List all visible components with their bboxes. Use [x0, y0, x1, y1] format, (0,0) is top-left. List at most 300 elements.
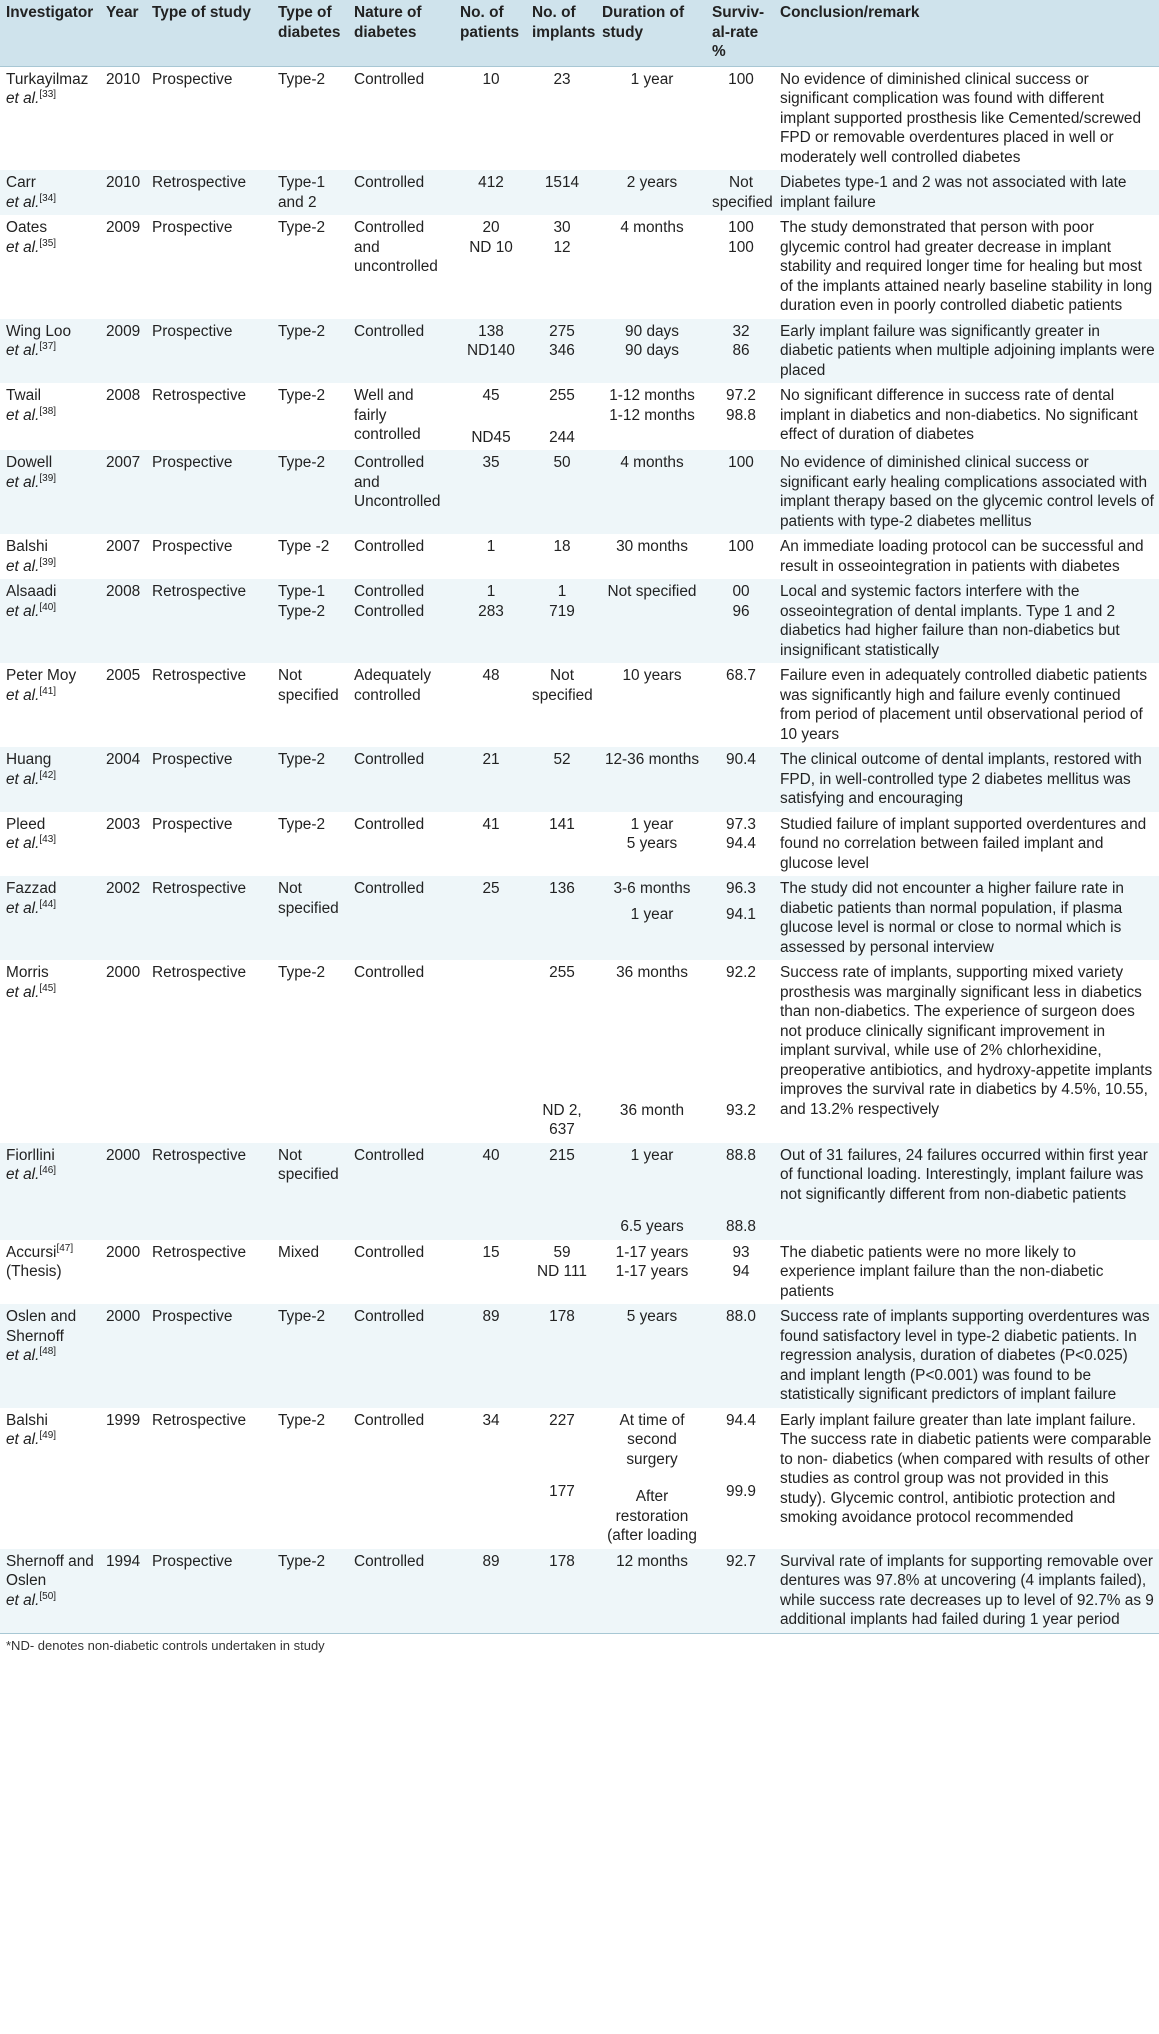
- study-type-cell: Prospective: [146, 450, 272, 534]
- investigator-cell: [0, 747, 100, 812]
- cell-line: 94.4: [726, 835, 756, 852]
- cell-line: 255: [549, 387, 575, 404]
- cell-line: Controlled: [354, 964, 425, 981]
- cell-line: 34: [482, 1411, 500, 1429]
- investigator-cell: [0, 383, 100, 450]
- cell-line: 138: [478, 322, 504, 340]
- diabetes-type-cell: [272, 170, 348, 215]
- cell-line: Controlled: [354, 70, 425, 88]
- cell-line: Type-1: [278, 583, 326, 600]
- cell-line: 30 months: [616, 538, 688, 555]
- survival-cell: [706, 1304, 774, 1408]
- table-row: [0, 534, 1159, 579]
- investigator-etal-line: [6, 194, 56, 211]
- reference-number: [45]: [39, 982, 57, 994]
- duration-cell: [596, 450, 706, 534]
- investigator-name: Accursi[47]: [6, 1242, 74, 1261]
- year-cell: 1994: [100, 1549, 146, 1634]
- survival-cell: [706, 1143, 774, 1240]
- et-al: et al.: [6, 90, 40, 107]
- year-cell: 2007: [106, 538, 141, 555]
- cell-line: ND140: [467, 342, 515, 359]
- cell-line: 40: [482, 1146, 500, 1164]
- cell-line: 1: [486, 583, 496, 600]
- survival-cell: [706, 1240, 774, 1305]
- investigator-name: Oslen and Shernoff: [6, 1308, 77, 1345]
- year-cell: 2004: [100, 747, 146, 812]
- cell-line: 97.3: [726, 815, 756, 833]
- cell-line: 48: [482, 667, 500, 684]
- conclusion-cell: Diabetes type-1 and 2 was not associated with late implant failure: [774, 170, 1159, 215]
- cell-line: 1514: [544, 174, 580, 191]
- year-cell: 2000: [100, 1143, 146, 1240]
- survival-cell: [706, 663, 774, 747]
- study-type-cell: Retrospective: [146, 579, 272, 663]
- table-row: [0, 319, 1159, 384]
- table-row: [0, 876, 1159, 960]
- cell-line: 177: [549, 1483, 575, 1500]
- patients-cell: [454, 170, 526, 215]
- cell-line: Type-1 and 2: [278, 174, 326, 211]
- year-cell: 2000: [100, 1304, 146, 1408]
- cell-line: 136: [549, 880, 575, 897]
- investigator-cell: [0, 1549, 100, 1634]
- cell-line: 18: [553, 538, 571, 555]
- cell-line: 178: [549, 1308, 575, 1325]
- cell-line: 36 months: [616, 964, 688, 981]
- study-type-cell: Retrospective: [152, 1411, 247, 1429]
- duration-cell: [596, 663, 706, 747]
- reference-number: [44]: [39, 898, 57, 910]
- cell-line: 89: [482, 1308, 500, 1325]
- patients-cell: [454, 876, 526, 960]
- conclusion-cell: No evidence of diminished clinical success or significant complication was found with different implant supported prosthesis like Cemented/screwed FPD or removable overdentures placed in well or moderately well controlled diabetes: [780, 70, 1142, 166]
- cell-line: 100: [728, 538, 754, 555]
- cell-line: 94: [732, 1263, 750, 1280]
- header-type-study: Type of study: [146, 0, 272, 66]
- year-cell: 2002: [100, 876, 146, 960]
- cell-line: Not specified: [278, 880, 339, 917]
- diabetes-type-cell: [272, 319, 348, 384]
- implants-cell: [526, 1240, 596, 1305]
- nature-cell: [348, 812, 454, 877]
- study-type-cell: Retrospective: [152, 387, 247, 404]
- table-row: [0, 960, 1159, 1143]
- investigator-name: Turkayilmaz: [6, 70, 89, 88]
- et-al: et al.: [6, 770, 40, 788]
- cell-line: 5 years: [626, 835, 678, 852]
- cell-line: 1-17 years: [615, 1263, 689, 1280]
- diabetes-type-cell: [272, 663, 348, 747]
- cell-line: 346: [549, 342, 575, 359]
- cell-line: Controlled and uncontrolled: [354, 219, 438, 275]
- cell-line: 100: [728, 70, 754, 88]
- year-cell: 2009: [106, 219, 141, 236]
- investigator-name: Fiorllini: [6, 1146, 55, 1164]
- implants-cell: [526, 383, 596, 450]
- cell-line: 96.3: [726, 880, 756, 897]
- implants-cell: [526, 450, 596, 534]
- reference-number: [41]: [39, 685, 57, 697]
- cell-line: 86: [732, 342, 750, 359]
- cell-line: 23: [553, 70, 571, 88]
- cell-line: 20: [482, 219, 500, 236]
- header-duration: Duration of study: [596, 0, 706, 66]
- conclusion-cell: The study did not encounter a higher failure rate in diabetic patients than normal population, if plasma glucose level is normal or close to normal which is assessed by personal interview: [774, 876, 1159, 960]
- study-type-cell: Retrospective: [152, 1243, 247, 1261]
- nature-cell: [348, 663, 454, 747]
- cell-line: Controlled: [354, 538, 425, 555]
- investigator-cell: [0, 579, 100, 663]
- investigator-cell: [0, 876, 100, 960]
- conclusion-cell: The study demonstrated that person with poor glycemic control had greater decrease in implant stability and required longer time for healing but most of the implants attained nearly baseline stability in long duration even in poorly controlled diabetic patients: [780, 219, 1153, 314]
- survival-cell: [706, 960, 774, 1143]
- survival-cell: [706, 1408, 774, 1549]
- investigator-etal-line: [6, 1347, 56, 1364]
- cell-line: Controlled: [354, 1552, 425, 1570]
- et-al: et al.: [6, 1431, 40, 1448]
- cell-line: Controlled: [354, 880, 425, 897]
- cell-line: 32: [732, 322, 750, 340]
- implants-cell: [526, 1408, 596, 1549]
- investigator-name: Wing Loo: [6, 322, 72, 340]
- study-type-cell: Retrospective: [146, 876, 272, 960]
- header-investigator: Investigator: [0, 0, 100, 66]
- table-row: [0, 1408, 1159, 1549]
- nature-cell: [348, 1408, 454, 1549]
- cell-line: 88.8: [726, 1218, 756, 1235]
- study-type-cell: Retrospective: [152, 964, 247, 981]
- cell-line: 215: [549, 1146, 575, 1164]
- investigator-etal-line: [6, 474, 56, 491]
- year-cell: 2003: [106, 815, 141, 833]
- conclusion-cell: Early implant failure was significantly greater in diabetic patients when multiple adjoining implants were placed: [774, 319, 1159, 384]
- cell-line: 100: [728, 238, 754, 256]
- cell-line: Not specified: [712, 174, 773, 211]
- et-al: et al.: [6, 1166, 40, 1183]
- reference-number: [39]: [39, 556, 57, 568]
- conclusion-cell: Failure even in adequately controlled diabetic patients was significantly high and failure evenly continued from period of placement until observational period of 10 years: [780, 667, 1148, 743]
- patients-cell: [454, 1143, 526, 1240]
- cell-line: 99.9: [726, 1483, 756, 1500]
- patients-cell: [454, 747, 526, 812]
- cell-line: Controlled: [354, 815, 425, 833]
- patients-cell: [454, 1408, 526, 1549]
- cell-line: Type-2: [278, 1552, 326, 1570]
- cell-line: 90 days: [625, 342, 679, 359]
- cell-line: 255: [549, 964, 575, 981]
- cell-line: 45: [482, 387, 500, 404]
- investigator-name: Carr: [6, 174, 36, 191]
- patients-cell: [454, 66, 526, 170]
- investigator-etal-line: [6, 558, 56, 575]
- investigator-cell: [0, 66, 100, 170]
- cell-line: After restoration (after loading: [607, 1488, 697, 1544]
- patients-cell: [454, 450, 526, 534]
- cell-line: 100: [728, 219, 754, 236]
- et-al: et al.: [6, 1591, 40, 1609]
- cell-line: 227: [549, 1411, 575, 1429]
- cell-line: Type-2: [278, 1308, 326, 1325]
- implants-cell: [526, 1549, 596, 1634]
- cell-line: 1-17 years: [615, 1243, 689, 1261]
- investigator-name: Oates: [6, 219, 48, 236]
- investigator-name: Morris: [6, 964, 49, 981]
- investigator-cell: [0, 812, 100, 877]
- investigator-name: Alsaadi: [6, 583, 57, 600]
- investigator-name: Twail: [6, 387, 42, 404]
- cell-line: 719: [549, 602, 575, 620]
- cell-line: Type-2: [278, 602, 326, 620]
- investigator-cell: [0, 663, 100, 747]
- cell-line: 1: [486, 538, 496, 555]
- diabetes-type-cell: [272, 534, 348, 579]
- et-al: et al.: [6, 342, 40, 359]
- cell-line: ND 2, 637: [542, 1101, 582, 1138]
- year-cell: 2007: [100, 450, 146, 534]
- cell-line: 178: [549, 1552, 575, 1570]
- cell-line: Controlled: [354, 751, 425, 768]
- investigator-name: Balshi: [6, 1411, 48, 1429]
- header-implants: No. of implants: [526, 0, 596, 66]
- patients-cell: [454, 812, 526, 877]
- cell-line: 10 years: [622, 667, 682, 684]
- implants-cell: [526, 876, 596, 960]
- investigator-etal-line: [6, 900, 56, 917]
- study-type-cell: Retrospective: [146, 1143, 272, 1240]
- cell-line: 2 years: [626, 174, 678, 191]
- study-type-cell: Prospective: [146, 747, 272, 812]
- diabetes-type-cell: [272, 876, 348, 960]
- cell-line: 141: [549, 815, 575, 833]
- conclusion-cell: No significant difference in success rate of dental implant in diabetics and non-diabetics. No significant effect of duration of diabetes: [780, 387, 1138, 443]
- investigator-etal-line: [6, 771, 56, 788]
- duration-cell: [596, 215, 706, 319]
- conclusion-cell: Early implant failure greater than late implant failure. The success rate in diabetic patients were comparable to non- diabetics (when compared with results of other studies as control group was not provided in this study). Glycemic control, antibiotic protection and smoking avoidance protocol recommended: [780, 1411, 1152, 1526]
- investigator-cell: [0, 960, 100, 1143]
- header-type-diabetes: Type of diabetes: [272, 0, 348, 66]
- nature-cell: [348, 534, 454, 579]
- reference-number: [33]: [39, 88, 57, 100]
- table-row: [0, 66, 1159, 170]
- diabetes-type-cell: [272, 215, 348, 319]
- cell-line: 5 years: [626, 1308, 678, 1325]
- cell-line: Controlled: [354, 322, 425, 340]
- investigator-etal-line: [6, 1166, 56, 1183]
- study-type-cell: Retrospective: [146, 170, 272, 215]
- reference-number: [35]: [39, 237, 57, 249]
- cell-line: 88.0: [726, 1308, 756, 1325]
- duration-cell: [596, 812, 706, 877]
- diabetes-type-cell: [272, 450, 348, 534]
- cell-line: 1 year: [630, 815, 674, 833]
- year-cell: 2000: [106, 1243, 141, 1261]
- cell-line: 96: [732, 602, 750, 620]
- duration-cell: [596, 1143, 706, 1240]
- header-row: [0, 0, 1159, 66]
- table-row: [0, 663, 1159, 747]
- investigator-etal-line: [6, 1431, 56, 1448]
- patients-cell: [454, 534, 526, 579]
- investigator-etal-line: [6, 407, 56, 424]
- table-row: [0, 1143, 1159, 1240]
- year-cell: 2000: [106, 964, 141, 981]
- implants-cell: [526, 215, 596, 319]
- cell-line: Type-2: [278, 70, 326, 88]
- nature-cell: [348, 1304, 454, 1408]
- table-row: [0, 450, 1159, 534]
- footnote: *ND- denotes non-diabetic controls undertaken in study: [6, 1637, 325, 1653]
- investigator-name: Balshi: [6, 538, 48, 555]
- implants-cell: [526, 812, 596, 877]
- cell-line: 93.2: [726, 1101, 756, 1119]
- survival-cell: [706, 215, 774, 319]
- study-type-cell: Prospective: [152, 219, 233, 236]
- investigator-cell: [0, 319, 100, 384]
- cell-line: Type-2: [278, 387, 326, 404]
- cell-line: 10: [482, 70, 500, 88]
- cell-line: Type-2: [278, 1411, 326, 1429]
- cell-line: 36 month: [619, 1101, 685, 1119]
- nature-cell: [348, 215, 454, 319]
- implants-cell: [526, 663, 596, 747]
- et-al: et al.: [6, 899, 40, 917]
- cell-line: 275: [549, 322, 575, 340]
- cell-line: 3-6 months: [613, 880, 691, 897]
- reference-number: [40]: [39, 601, 57, 613]
- year-cell: 2010: [100, 170, 146, 215]
- et-al: et al.: [6, 1347, 40, 1364]
- cell-line: 98.8: [726, 406, 756, 424]
- table-row: [0, 1549, 1159, 1634]
- investigator-cell: [0, 534, 100, 579]
- investigator-etal-line: [6, 687, 56, 704]
- survival-cell: [706, 170, 774, 215]
- reference-number: [38]: [39, 405, 57, 417]
- duration-cell: [596, 876, 706, 960]
- patients-cell: [454, 579, 526, 663]
- cell-line: ND 111: [537, 1263, 587, 1280]
- duration-cell: [596, 960, 706, 1143]
- investigator-etal-line: [6, 90, 56, 107]
- cell-line: ND45: [471, 428, 511, 446]
- study-type-cell: Prospective: [146, 1304, 272, 1408]
- investigator-name: Huang: [6, 751, 52, 768]
- cell-line: 12 months: [616, 1552, 688, 1570]
- patients-cell: [454, 1304, 526, 1408]
- cell-line: Mixed: [278, 1243, 320, 1261]
- et-al: et al.: [6, 835, 40, 852]
- year-cell: 2008: [106, 387, 141, 404]
- nature-cell: [348, 876, 454, 960]
- reference-number: [37]: [39, 340, 57, 352]
- conclusion-cell: Survival rate of implants for supporting removable over dentures was 97.8% at uncovering (4 implants failed), while success rate decreases up to level of 92.7% as 9 additional implants had failed during 1 year period: [774, 1549, 1159, 1634]
- conclusion-cell: Studied failure of implant supported overdentures and found no correlation between failed implant and glucose level: [780, 815, 1147, 872]
- investigator-etal-line: [6, 603, 56, 620]
- cell-line: Adequately controlled: [354, 667, 432, 704]
- duration-cell: [596, 319, 706, 384]
- implants-cell: [526, 747, 596, 812]
- cell-line: Not specified: [278, 1146, 339, 1183]
- reference-number: [43]: [39, 833, 57, 845]
- investigator-name: Fazzad: [6, 880, 57, 897]
- survival-cell: [706, 876, 774, 960]
- year-cell: 2008: [100, 579, 146, 663]
- investigator-cell: [0, 1143, 100, 1240]
- nature-cell: [348, 319, 454, 384]
- cell-line: 89: [482, 1552, 500, 1570]
- cell-line: 6.5 years: [620, 1218, 684, 1235]
- survival-cell: [706, 579, 774, 663]
- cell-line: 94.1: [726, 905, 756, 923]
- reference-number: [48]: [39, 1345, 57, 1357]
- reference-number: [42]: [39, 769, 57, 781]
- table-row: [0, 170, 1159, 215]
- cell-line: 92.7: [726, 1552, 756, 1570]
- conclusion-cell: The diabetic patients were no more likely to experience implant failure than the non-diabetic patients: [780, 1243, 1104, 1300]
- investigator-etal-line: [6, 239, 56, 256]
- investigator-cell: [0, 1304, 100, 1408]
- year-cell: 2009: [100, 319, 146, 384]
- year-cell: 1999: [106, 1411, 141, 1429]
- duration-cell: [596, 1549, 706, 1634]
- header-year: Year: [100, 0, 146, 66]
- implants-cell: [526, 960, 596, 1143]
- cell-line: 15: [482, 1243, 500, 1261]
- patients-cell: [454, 1549, 526, 1634]
- diabetes-type-cell: [272, 1304, 348, 1408]
- nature-cell: [348, 1143, 454, 1240]
- investigator-name: Dowell: [6, 454, 53, 471]
- cell-line: 30: [553, 219, 571, 236]
- diabetes-type-cell: [272, 1240, 348, 1305]
- nature-cell: [348, 383, 454, 450]
- cell-line: ND 10: [469, 238, 513, 256]
- investigator-etal-line: [6, 1592, 56, 1609]
- cell-line: Not specified: [607, 583, 697, 600]
- study-type-cell: Prospective: [152, 815, 233, 833]
- duration-cell: [596, 1240, 706, 1305]
- duration-cell: [596, 1408, 706, 1549]
- cell-line: Type-2: [278, 322, 326, 340]
- reference-number: [50]: [39, 1590, 57, 1602]
- investigator-name: Shernoff and Oslen: [6, 1552, 94, 1589]
- et-al: et al.: [6, 602, 40, 620]
- cell-line: Controlled and Uncontrolled: [354, 454, 441, 510]
- diabetes-type-cell: [272, 383, 348, 450]
- header-survival: Surviv-al-rate %: [706, 0, 774, 66]
- et-al: et al.: [6, 238, 40, 256]
- investigator-etal-line: [6, 835, 56, 852]
- investigator-name: Pleed: [6, 815, 46, 833]
- cell-line: Controlled: [354, 1411, 425, 1429]
- table-row: [0, 1240, 1159, 1305]
- et-al: et al.: [6, 193, 40, 211]
- cell-line: Type-2: [278, 454, 326, 471]
- year-cell: 2010: [106, 70, 141, 88]
- conclusion-cell: Success rate of implants supporting overdentures was found satisfactory level in type-2 diabetic patients. In regression analysis, duration of diabetes (P<0.025) and implant length (P<0.001) was found to be statistically significant predictors of implant failure: [774, 1304, 1159, 1408]
- table-body: [0, 66, 1159, 1633]
- cell-line: 1-12 months: [609, 387, 695, 404]
- cell-line: 50: [553, 454, 571, 471]
- conclusion-cell: The clinical outcome of dental implants, restored with FPD, in well-controlled type 2 diabetes mellitus was satisfying and encouraging: [774, 747, 1159, 812]
- cell-line: 94.4: [726, 1411, 756, 1429]
- survival-cell: [706, 812, 774, 877]
- survival-cell: [706, 66, 774, 170]
- et-al: et al.: [6, 983, 40, 1001]
- table-row: [0, 1304, 1159, 1408]
- diabetes-type-cell: [272, 812, 348, 877]
